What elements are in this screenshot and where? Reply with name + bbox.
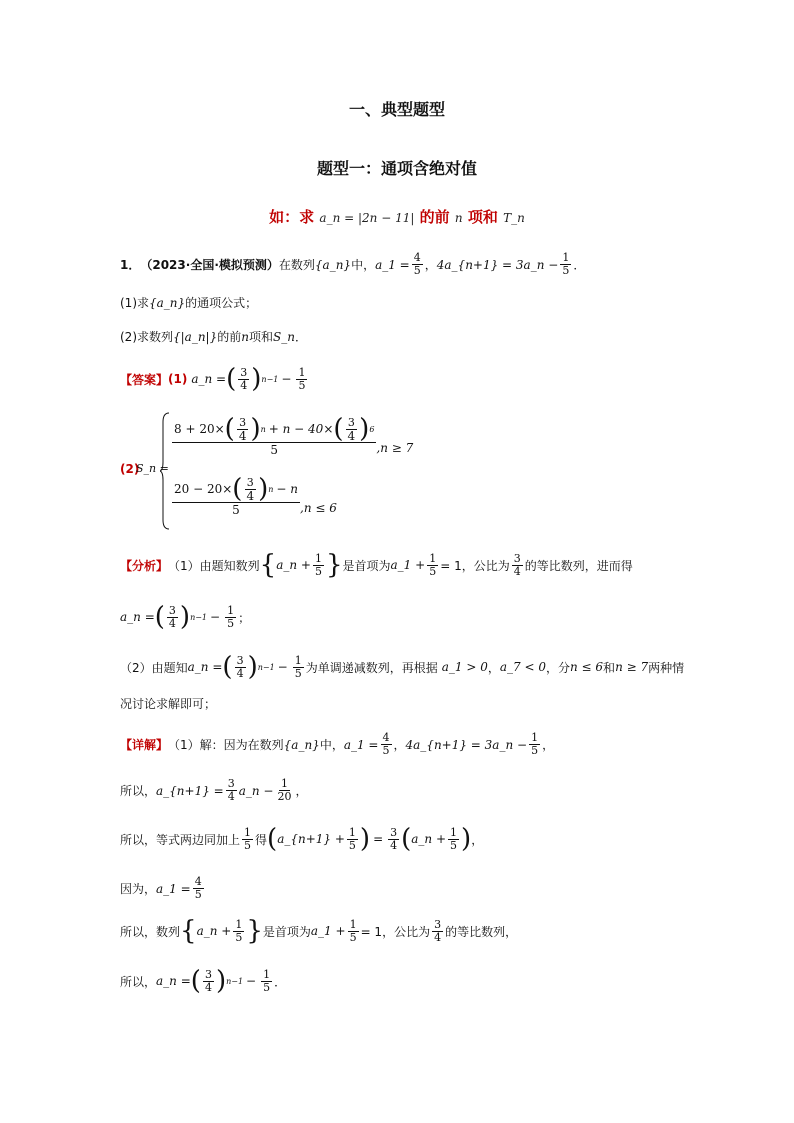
brace: }: [325, 550, 343, 580]
exponent: n: [268, 484, 274, 494]
n-le-6: n ≤ 6: [570, 660, 604, 674]
answer-part-2: [120, 412, 520, 530]
detail-recurrence: 4a_{n+1} = 3a_n −: [405, 737, 528, 752]
exponent: n−1: [261, 374, 279, 384]
answer-line-1: [120, 366, 309, 392]
equals: =: [373, 832, 384, 846]
brace: {: [180, 916, 197, 946]
paren: (: [154, 602, 165, 632]
period: ．: [274, 974, 287, 989]
fraction: $\frac{1}{5}$: [235, 917, 243, 944]
detail-text-h: = 1，公比为: [360, 924, 431, 939]
analysis-line-4: [120, 695, 216, 712]
exponent: n−1: [190, 612, 208, 622]
detail-line-1: [120, 732, 554, 757]
part2-n: n: [241, 329, 249, 344]
fraction: $\frac{1}{5}$: [531, 731, 539, 757]
detail-an-minus: a_n −: [238, 783, 274, 798]
a7-negative: a_7 < 0: [499, 660, 546, 674]
fraction: $\frac{1}{5}$: [294, 653, 302, 680]
analysis-text-f: 为单调递减数列，再根据: [305, 660, 438, 675]
paren: (: [267, 824, 278, 854]
detail-an1-plus: a_{n+1} +: [277, 832, 345, 846]
analysis-text-b: 是首项为: [342, 558, 391, 573]
detail-line-2: [120, 778, 308, 803]
problem-source: （2023·全国·模拟预测）: [140, 258, 279, 272]
fraction: $\frac{3}{4}$: [390, 825, 398, 852]
analysis-line-2: [120, 604, 250, 630]
fraction: $\frac{3}{4}$: [246, 475, 255, 503]
fraction: $\frac{1}{5}$: [429, 551, 437, 578]
paren: (: [226, 364, 237, 394]
detail-text-f: 所以，数列: [120, 924, 181, 939]
example-n: n: [454, 211, 463, 225]
comma: ，: [295, 784, 308, 798]
paren: (: [224, 414, 235, 444]
fraction: $\frac{1}{5}$: [263, 967, 271, 994]
fraction: $\frac{4}{5}$: [413, 251, 421, 277]
answer-label: 【答案】: [120, 372, 169, 387]
analysis-text-e: （2）由题知: [120, 660, 188, 675]
analysis-an-plus: a_n +: [276, 558, 311, 572]
fraction: $\frac{3}{4}$: [513, 551, 521, 578]
case-1-text-b: + n − 40×: [268, 422, 334, 436]
fraction: $\frac{1}{5}$: [227, 603, 235, 630]
case-1-text-a: 8 + 20×: [174, 422, 225, 436]
problem-text-a: 在数列: [278, 258, 315, 272]
part1-text-a: (1)求: [120, 296, 149, 310]
suoyi: 所以，: [120, 784, 157, 798]
detail-text-c: 所以，等式两边同加上: [120, 832, 241, 847]
period: ．: [294, 330, 307, 344]
paren: (: [222, 652, 233, 682]
case-2-fraction: [172, 476, 300, 517]
brace-icon: [160, 412, 170, 530]
exponent: n−1: [226, 976, 244, 986]
problem-seq: {a_n}: [314, 257, 352, 272]
answer-Sn: S_n =: [136, 462, 169, 475]
paren: (: [333, 414, 344, 444]
and-text: 和: [603, 660, 616, 675]
part1-text-b: 的通项公式；: [185, 296, 258, 310]
fraction: $\frac{3}{4}$: [238, 415, 247, 443]
case-1: [172, 416, 413, 457]
paren: ): [461, 824, 472, 854]
minus: −: [281, 372, 292, 386]
problem-a1: a_1 =: [375, 257, 410, 272]
part2-text-c: 项和: [249, 330, 274, 344]
detail-a1: a_1 =: [343, 737, 379, 752]
paren: ): [359, 414, 370, 444]
answer-an: a_n =: [191, 372, 227, 386]
case-2-condition: ,n ≤ 6: [300, 500, 337, 515]
fraction: $\frac{1}{5}$: [562, 251, 570, 277]
detail-line-5: [120, 918, 517, 944]
part2-S: S_n: [273, 329, 295, 344]
paren: (: [190, 966, 201, 996]
analysis-line-1: [120, 552, 633, 578]
comma: ，: [393, 738, 406, 752]
detail-an-plus: a_n +: [196, 924, 232, 938]
analysis-text-g: ，分: [545, 660, 570, 675]
section-heading: 一、典型题型: [348, 100, 445, 119]
case-2-text-a: 20 − 20×: [174, 482, 233, 496]
problem-recurrence: 4a_{n+1} = 3a_n −: [436, 257, 559, 272]
analysis-line-3: [120, 654, 684, 680]
example-heading: [0, 206, 794, 227]
example-T: T_n: [503, 211, 525, 225]
answer-part-1: (1): [168, 372, 188, 386]
fraction: $\frac{4}{5}$: [382, 731, 390, 757]
analysis-an: a_n =: [187, 660, 223, 674]
detail-line-6: [120, 968, 286, 994]
minus: −: [210, 610, 221, 624]
detail-an: a_n =: [156, 974, 191, 988]
paren: ): [359, 824, 371, 854]
paren: ): [247, 652, 258, 682]
part-2: [120, 328, 307, 345]
analysis-text-h: 两种情: [648, 660, 685, 675]
comma: ，: [424, 258, 437, 272]
case-1-denominator: 5: [270, 443, 279, 457]
detail-label: 【详解】: [120, 738, 169, 752]
analysis-text-c: = 1，公比为: [440, 558, 510, 573]
part2-text-a: (2)求数列: [120, 330, 173, 344]
analysis-text-d: 的等比数列，进而得: [524, 558, 633, 573]
example-suffix: 项和: [467, 208, 498, 226]
fraction: $\frac{3}{4}$: [434, 917, 442, 944]
exponent: n: [260, 424, 266, 434]
brace: }: [246, 916, 263, 946]
example-mid: 的前: [419, 208, 450, 226]
detail-an-plus: a_n +: [411, 832, 447, 846]
paren: ): [250, 414, 261, 444]
paren: ): [251, 364, 262, 394]
detail-line-3: [120, 826, 483, 852]
case-2-denominator: 5: [232, 503, 240, 517]
detail-seq: {a_n}: [283, 737, 320, 752]
fraction: $\frac{3}{4}$: [236, 653, 244, 680]
exponent: 6: [369, 424, 375, 434]
fraction: $\frac{1}{5}$: [298, 365, 306, 392]
fraction: $\frac{1}{5}$: [349, 917, 357, 944]
paren: (: [232, 474, 243, 504]
detail-text-d: 得: [255, 832, 268, 847]
case-2-text-b: − n: [276, 482, 298, 496]
comma: ，: [471, 832, 484, 847]
suoyi: 所以，: [120, 974, 157, 989]
period: ．: [573, 258, 586, 272]
fraction: $\frac{1}{5}$: [314, 551, 322, 578]
case-1-fraction: [172, 416, 376, 457]
detail-text-i: 的等比数列，: [445, 924, 518, 939]
case-2: [172, 476, 337, 517]
detail-a1: a_1 =: [156, 881, 191, 896]
minus: −: [246, 974, 257, 988]
example-prefix: 如：求: [269, 208, 315, 226]
part2-abs-seq: {|a_n|}: [173, 329, 218, 344]
comma: ，: [542, 738, 555, 752]
detail-text-g: 是首项为: [262, 924, 311, 939]
fraction: $\frac{1}{20}$: [277, 777, 292, 803]
fraction: $\frac{3}{4}$: [347, 415, 356, 443]
analysis-an: a_n =: [120, 610, 155, 624]
answer-part-2-label: (2): [120, 462, 140, 476]
fraction: $\frac{3}{4}$: [227, 777, 235, 803]
example-formula: a_n = |2n − 11|: [319, 211, 415, 225]
fraction: $\frac{1}{5}$: [348, 825, 356, 852]
n-ge-7: n ≥ 7: [615, 660, 649, 674]
part2-text-b: 的前: [217, 330, 242, 344]
analysis-a1-plus: a_1 +: [390, 558, 426, 572]
fraction: $\frac{3}{4}$: [168, 603, 176, 630]
paren: ): [258, 474, 269, 504]
fraction: $\frac{1}{5}$: [244, 825, 252, 852]
paren: ): [215, 966, 227, 996]
a1-positive: a_1 > 0: [441, 660, 488, 674]
problem-number: 1．: [120, 258, 141, 272]
detail-text-e: 因为，: [120, 882, 157, 896]
paren: ): [179, 602, 191, 632]
fraction: $\frac{3}{4}$: [240, 365, 248, 392]
part-1: [120, 294, 257, 311]
analysis-text-i: 况讨论求解即可；: [120, 697, 217, 711]
case-2-numerator: [172, 476, 300, 503]
case-1-condition: ,n ≥ 7: [376, 440, 414, 455]
case-1-numerator: [172, 416, 376, 443]
detail-text-a: （1）解：因为在数列: [168, 738, 284, 752]
analysis-label: 【分析】: [120, 558, 169, 573]
detail-text-b: 中，: [319, 738, 344, 752]
detail-a1-plus: a_1 +: [310, 924, 346, 938]
problem-stem: [120, 252, 585, 277]
paren: (: [401, 824, 412, 854]
fraction: $\frac{1}{5}$: [450, 825, 458, 852]
exponent: n−1: [257, 662, 275, 672]
detail-an1: a_{n+1} =: [156, 783, 224, 798]
problem-text-b: 中，: [351, 258, 376, 272]
minus: −: [277, 660, 288, 674]
detail-line-4: [120, 876, 206, 901]
brace: {: [259, 550, 277, 580]
part1-seq: {a_n}: [149, 295, 186, 310]
comma: ，: [487, 660, 500, 675]
analysis-text-a: （1）由题知数列: [168, 558, 260, 573]
fraction: $\frac{4}{5}$: [194, 875, 202, 901]
fraction: $\frac{3}{4}$: [204, 967, 212, 994]
semicolon: ；: [238, 610, 251, 625]
topic-heading: 题型一：通项含绝对值: [316, 159, 477, 178]
